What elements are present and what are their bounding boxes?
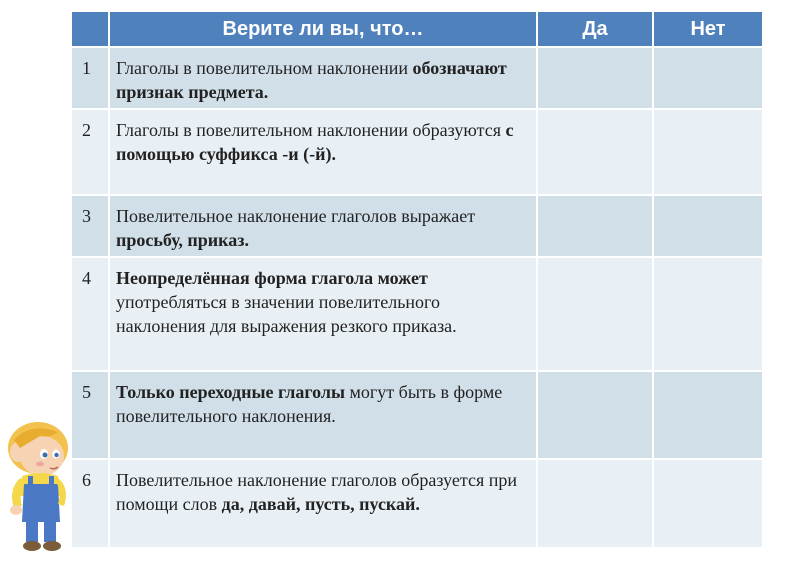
row-number: 1 <box>71 47 109 109</box>
no-cell[interactable] <box>653 459 763 548</box>
row-statement <box>109 459 537 548</box>
statement-bold: да, давай, пусть, пускай. <box>221 494 420 514</box>
row-number: 6 <box>71 459 109 548</box>
statement-bold: обозначают признак предмета. <box>116 58 507 102</box>
row-statement <box>109 195 537 257</box>
statement-text: Глаголы в повелительном наклонении образуются <box>116 120 506 140</box>
header-number <box>71 12 109 47</box>
table-row <box>71 109 763 195</box>
statement-text: употребляться в значении повелительного наклонения для выражения резкого приказа. <box>116 292 457 336</box>
no-cell[interactable] <box>653 195 763 257</box>
row-statement <box>109 371 537 459</box>
statement-bold: с помощью суффикса -и (-й). <box>116 120 514 164</box>
table-row <box>71 371 763 459</box>
no-cell[interactable] <box>653 109 763 195</box>
table-row <box>71 47 763 109</box>
no-cell[interactable] <box>653 371 763 459</box>
yes-cell[interactable] <box>537 195 653 257</box>
statement-text: могут быть в форме повелительного наклонения. <box>116 382 503 426</box>
table-row <box>71 195 763 257</box>
no-cell[interactable] <box>653 47 763 109</box>
row-number: 3 <box>71 195 109 257</box>
yes-cell[interactable] <box>537 257 653 371</box>
statement-bold: Неопределённая форма глагола может <box>116 268 428 288</box>
no-cell[interactable] <box>653 257 763 371</box>
yes-cell[interactable] <box>537 459 653 548</box>
row-statement <box>109 47 537 109</box>
yes-cell[interactable] <box>537 109 653 195</box>
header-no: Нет <box>653 12 763 47</box>
row-number: 2 <box>71 109 109 195</box>
statement-text: Повелительное наклонение глаголов выражает <box>116 206 476 226</box>
table-row <box>71 459 763 548</box>
row-number: 5 <box>71 371 109 459</box>
yes-cell[interactable] <box>537 371 653 459</box>
row-statement <box>109 109 537 195</box>
header-question: Верите ли вы, что… <box>109 12 537 47</box>
statement-text: Глаголы в повелительном наклонении <box>116 58 413 78</box>
yes-cell[interactable] <box>537 47 653 109</box>
quiz-table-container <box>70 12 762 549</box>
quiz-table <box>70 12 764 549</box>
table-row <box>71 257 763 371</box>
header-yes: Да <box>537 12 653 47</box>
cartoon-boy-icon <box>0 418 82 554</box>
statement-bold: Только переходные глаголы <box>116 382 346 402</box>
row-number: 4 <box>71 257 109 371</box>
statement-bold: просьбу, приказ. <box>116 230 249 250</box>
statement-text: Повелительное наклонение глаголов образуется при помощи слов <box>116 470 517 514</box>
row-statement <box>109 257 537 371</box>
table-header-row <box>71 12 763 47</box>
